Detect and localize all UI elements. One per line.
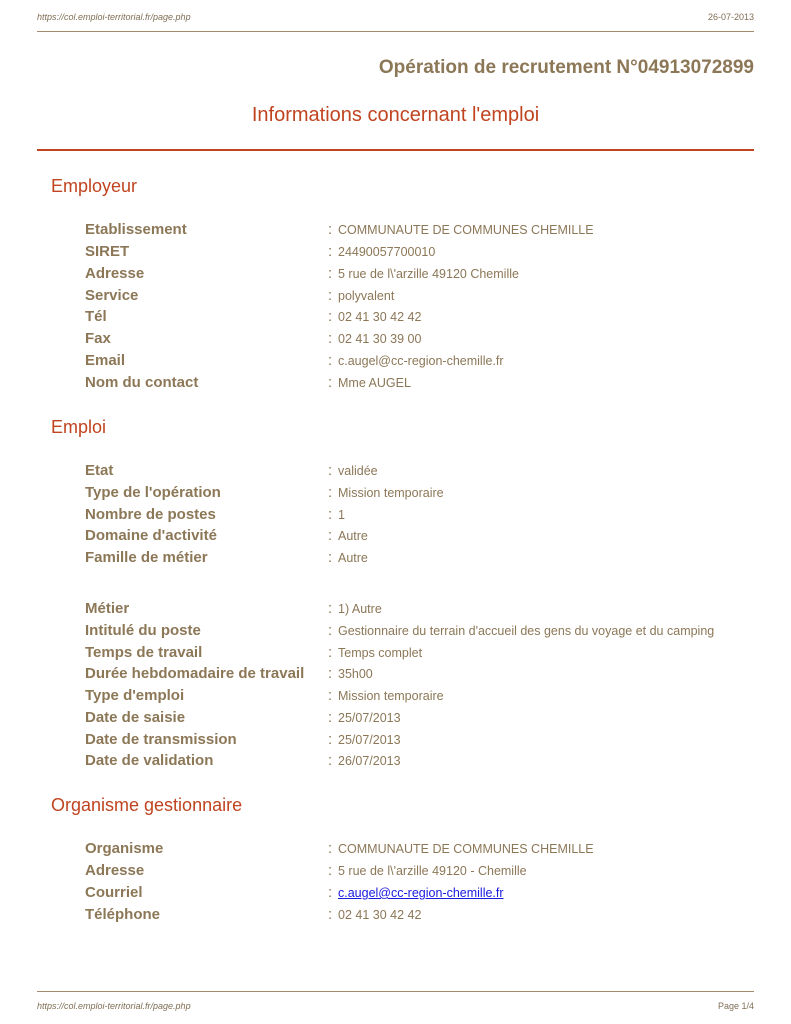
field-label: Type de l'opération [85, 484, 221, 501]
field-label: Etat [85, 462, 114, 479]
field-label: Adresse [85, 265, 145, 282]
field-value: 1 [338, 508, 345, 522]
field-separator: : [328, 731, 333, 748]
field-label: Service [85, 287, 139, 304]
field-separator: : [328, 527, 333, 544]
field-separator: : [328, 484, 333, 501]
field-value: 25/07/2013 [338, 711, 401, 725]
field-intitule-poste [85, 622, 775, 644]
field-value: 5 rue de l\'arzille 49120 - Chemille [338, 864, 527, 878]
title-divider [37, 149, 754, 151]
field-separator: : [328, 840, 333, 857]
courriel-link[interactable]: c.augel@cc-region-chemille.fr [338, 886, 504, 900]
field-value: Temps complet [338, 646, 423, 660]
field-value: Mission temporaire [338, 689, 444, 703]
field-metier [85, 600, 775, 622]
header-url: https://col.emploi-territorial.fr/page.php [37, 12, 191, 22]
field-courriel [85, 884, 775, 906]
field-separator: : [328, 644, 333, 661]
field-separator: : [328, 308, 333, 325]
field-label: Date de saisie [85, 709, 186, 726]
field-separator: : [328, 506, 333, 523]
field-label: Tél [85, 308, 107, 325]
field-separator: : [328, 600, 333, 617]
footer-page-number: Page 1/4 [717, 1001, 754, 1011]
field-tel [85, 308, 775, 330]
field-label: Métier [85, 600, 130, 617]
field-label: Etablissement [85, 221, 187, 238]
field-type-emploi [85, 687, 775, 709]
field-value: 02 41 30 42 42 [338, 310, 422, 324]
field-value: c.augel@cc-region-chemille.fr [338, 354, 504, 368]
field-label: Durée hebdomadaire de travail [85, 665, 305, 682]
field-label: Nombre de postes [85, 506, 216, 523]
field-separator: : [328, 862, 333, 879]
footer-divider [37, 991, 754, 992]
section-title-employeur: Employeur [51, 176, 138, 196]
field-separator: : [328, 906, 333, 923]
field-label: Fax [85, 330, 111, 347]
field-separator: : [328, 622, 333, 639]
field-value: Autre [338, 551, 368, 565]
section-title-organisme: Organisme gestionnaire [51, 795, 243, 815]
field-value: Autre [338, 529, 368, 543]
field-separator: : [328, 549, 333, 566]
field-domaine-activite [85, 527, 775, 549]
field-label: Famille de métier [85, 549, 208, 566]
field-label: Domaine d'activité [85, 527, 217, 544]
field-value: 35h00 [338, 667, 373, 681]
field-type-operation [85, 484, 775, 506]
field-value: 02 41 30 42 42 [338, 908, 422, 922]
header-date: 26-07-2013 [707, 12, 754, 22]
field-label: Type d'emploi [85, 687, 185, 704]
field-separator: : [328, 352, 333, 369]
footer-url: https://col.emploi-territorial.fr/page.php [37, 1001, 191, 1011]
field-service [85, 287, 775, 309]
field-separator: : [328, 687, 333, 704]
field-duree-hebdomadaire [85, 665, 775, 687]
field-value: Mission temporaire [338, 486, 444, 500]
field-value: 1) Autre [338, 602, 382, 616]
operation-title: Opération de recrutement N°04913072899 [378, 57, 754, 78]
field-date-validation [85, 752, 775, 774]
field-telephone [85, 906, 775, 928]
field-value: COMMUNAUTE DE COMMUNES CHEMILLE [338, 842, 594, 856]
field-value: 5 rue de l\'arzille 49120 Chemille [338, 267, 519, 281]
field-label: Intitulé du poste [85, 622, 201, 639]
document-title: Informations concernant l'emploi [251, 104, 540, 126]
field-organisme [85, 840, 775, 862]
field-label: Organisme [85, 840, 164, 857]
field-value: 25/07/2013 [338, 733, 401, 747]
field-value: validée [338, 464, 378, 478]
field-label: Temps de travail [85, 644, 203, 661]
field-separator: : [328, 462, 333, 479]
field-separator: : [328, 265, 333, 282]
field-nombre-postes [85, 506, 775, 528]
field-value: 02 41 30 39 00 [338, 332, 422, 346]
field-label: Date de validation [85, 752, 214, 769]
field-separator: : [328, 884, 333, 901]
field-value: Mme AUGEL [338, 376, 411, 390]
field-etat [85, 462, 775, 484]
field-separator: : [328, 287, 333, 304]
field-famille-metier [85, 549, 775, 571]
field-fax [85, 330, 775, 352]
field-label: Email [85, 352, 126, 369]
field-separator: : [328, 374, 333, 391]
field-date-saisie [85, 709, 775, 731]
field-separator: : [328, 665, 333, 682]
field-email [85, 352, 775, 374]
field-separator: : [328, 243, 333, 260]
field-label: Courriel [85, 884, 143, 901]
field-temps-travail [85, 644, 775, 666]
field-value: 24490057700010 [338, 245, 436, 259]
header-divider [37, 31, 754, 32]
field-label: Nom du contact [85, 374, 199, 391]
field-separator: : [328, 221, 333, 238]
field-nom-contact [85, 374, 775, 396]
section-title-emploi: Emploi [51, 417, 107, 437]
field-etablissement [85, 221, 775, 243]
field-value: 26/07/2013 [338, 754, 401, 768]
field-separator: : [328, 330, 333, 347]
field-separator: : [328, 752, 333, 769]
field-label: Adresse [85, 862, 145, 879]
field-date-transmission [85, 731, 775, 753]
field-label: Téléphone [85, 906, 161, 923]
field-separator: : [328, 709, 333, 726]
field-value: Gestionnaire du terrain d'accueil des gens du voyage et du camping [338, 624, 715, 638]
field-adresse [85, 265, 775, 287]
field-label: SIRET [85, 243, 130, 260]
field-siret [85, 243, 775, 265]
field-value: COMMUNAUTE DE COMMUNES CHEMILLE [338, 223, 594, 237]
field-label: Date de transmission [85, 731, 237, 748]
field-value: polyvalent [338, 289, 395, 303]
field-organisme-adresse [85, 862, 775, 884]
